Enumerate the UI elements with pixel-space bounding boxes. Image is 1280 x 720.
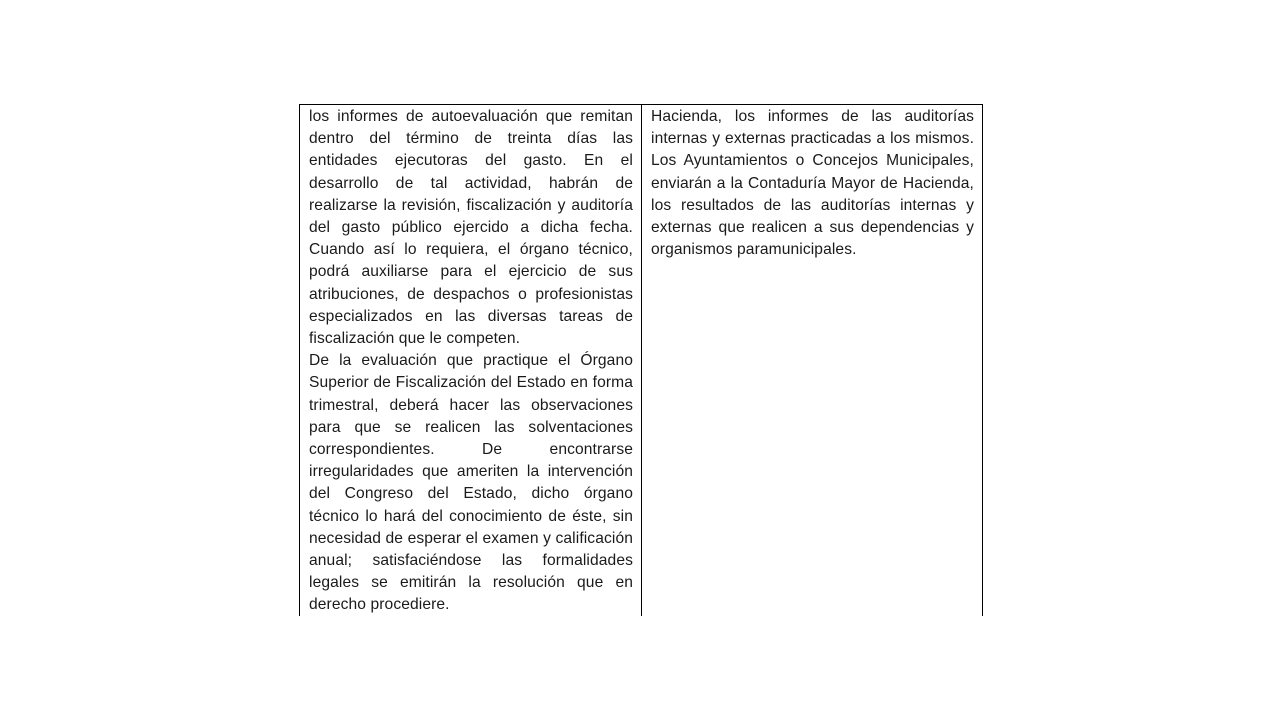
left-column	[300, 105, 642, 616]
left-paragraph-1: los informes de autoevaluación que remitan dentro del término de treinta días las entidades ejecutoras del gasto. En el desarrollo de tal actividad, habrán de realizarse la revisión, fiscalización y auditoría del gasto público ejercido a dicha fecha. Cuando así lo requiera, el órgano técnico, podrá auxiliarse para el ejercicio de sus atribuciones, de despachos o profesionistas especializados en las diversas tareas de fiscalización que le competen.	[309, 108, 633, 348]
left-paragraph-2: De la evaluación que practique el Órgano Superior de Fiscalización del Estado en forma trimestral, deberá hacer las observaciones para que se realicen las solventaciones correspondientes. De encontrarse irregularidades que ameriten la intervención del Congreso del Estado, dicho órgano técnico lo hará del conocimiento de éste, sin necesidad de esperar el examen y calificación anual; satisfaciéndose las formalidades legales se emitirán la resolución que en derecho procediere.	[309, 352, 633, 614]
right-paragraph-1: Hacienda, los informes de las auditorías internas y externas practicadas a los mismos. Los Ayuntamientos o Concejos Municipales, enviarán a la Contaduría Mayor de Hacienda, los resultados de las auditorías internas y externas que realicen a sus dependencias y organismos paramunicipales.	[651, 108, 974, 259]
document-table	[299, 104, 983, 616]
right-column	[642, 105, 982, 616]
